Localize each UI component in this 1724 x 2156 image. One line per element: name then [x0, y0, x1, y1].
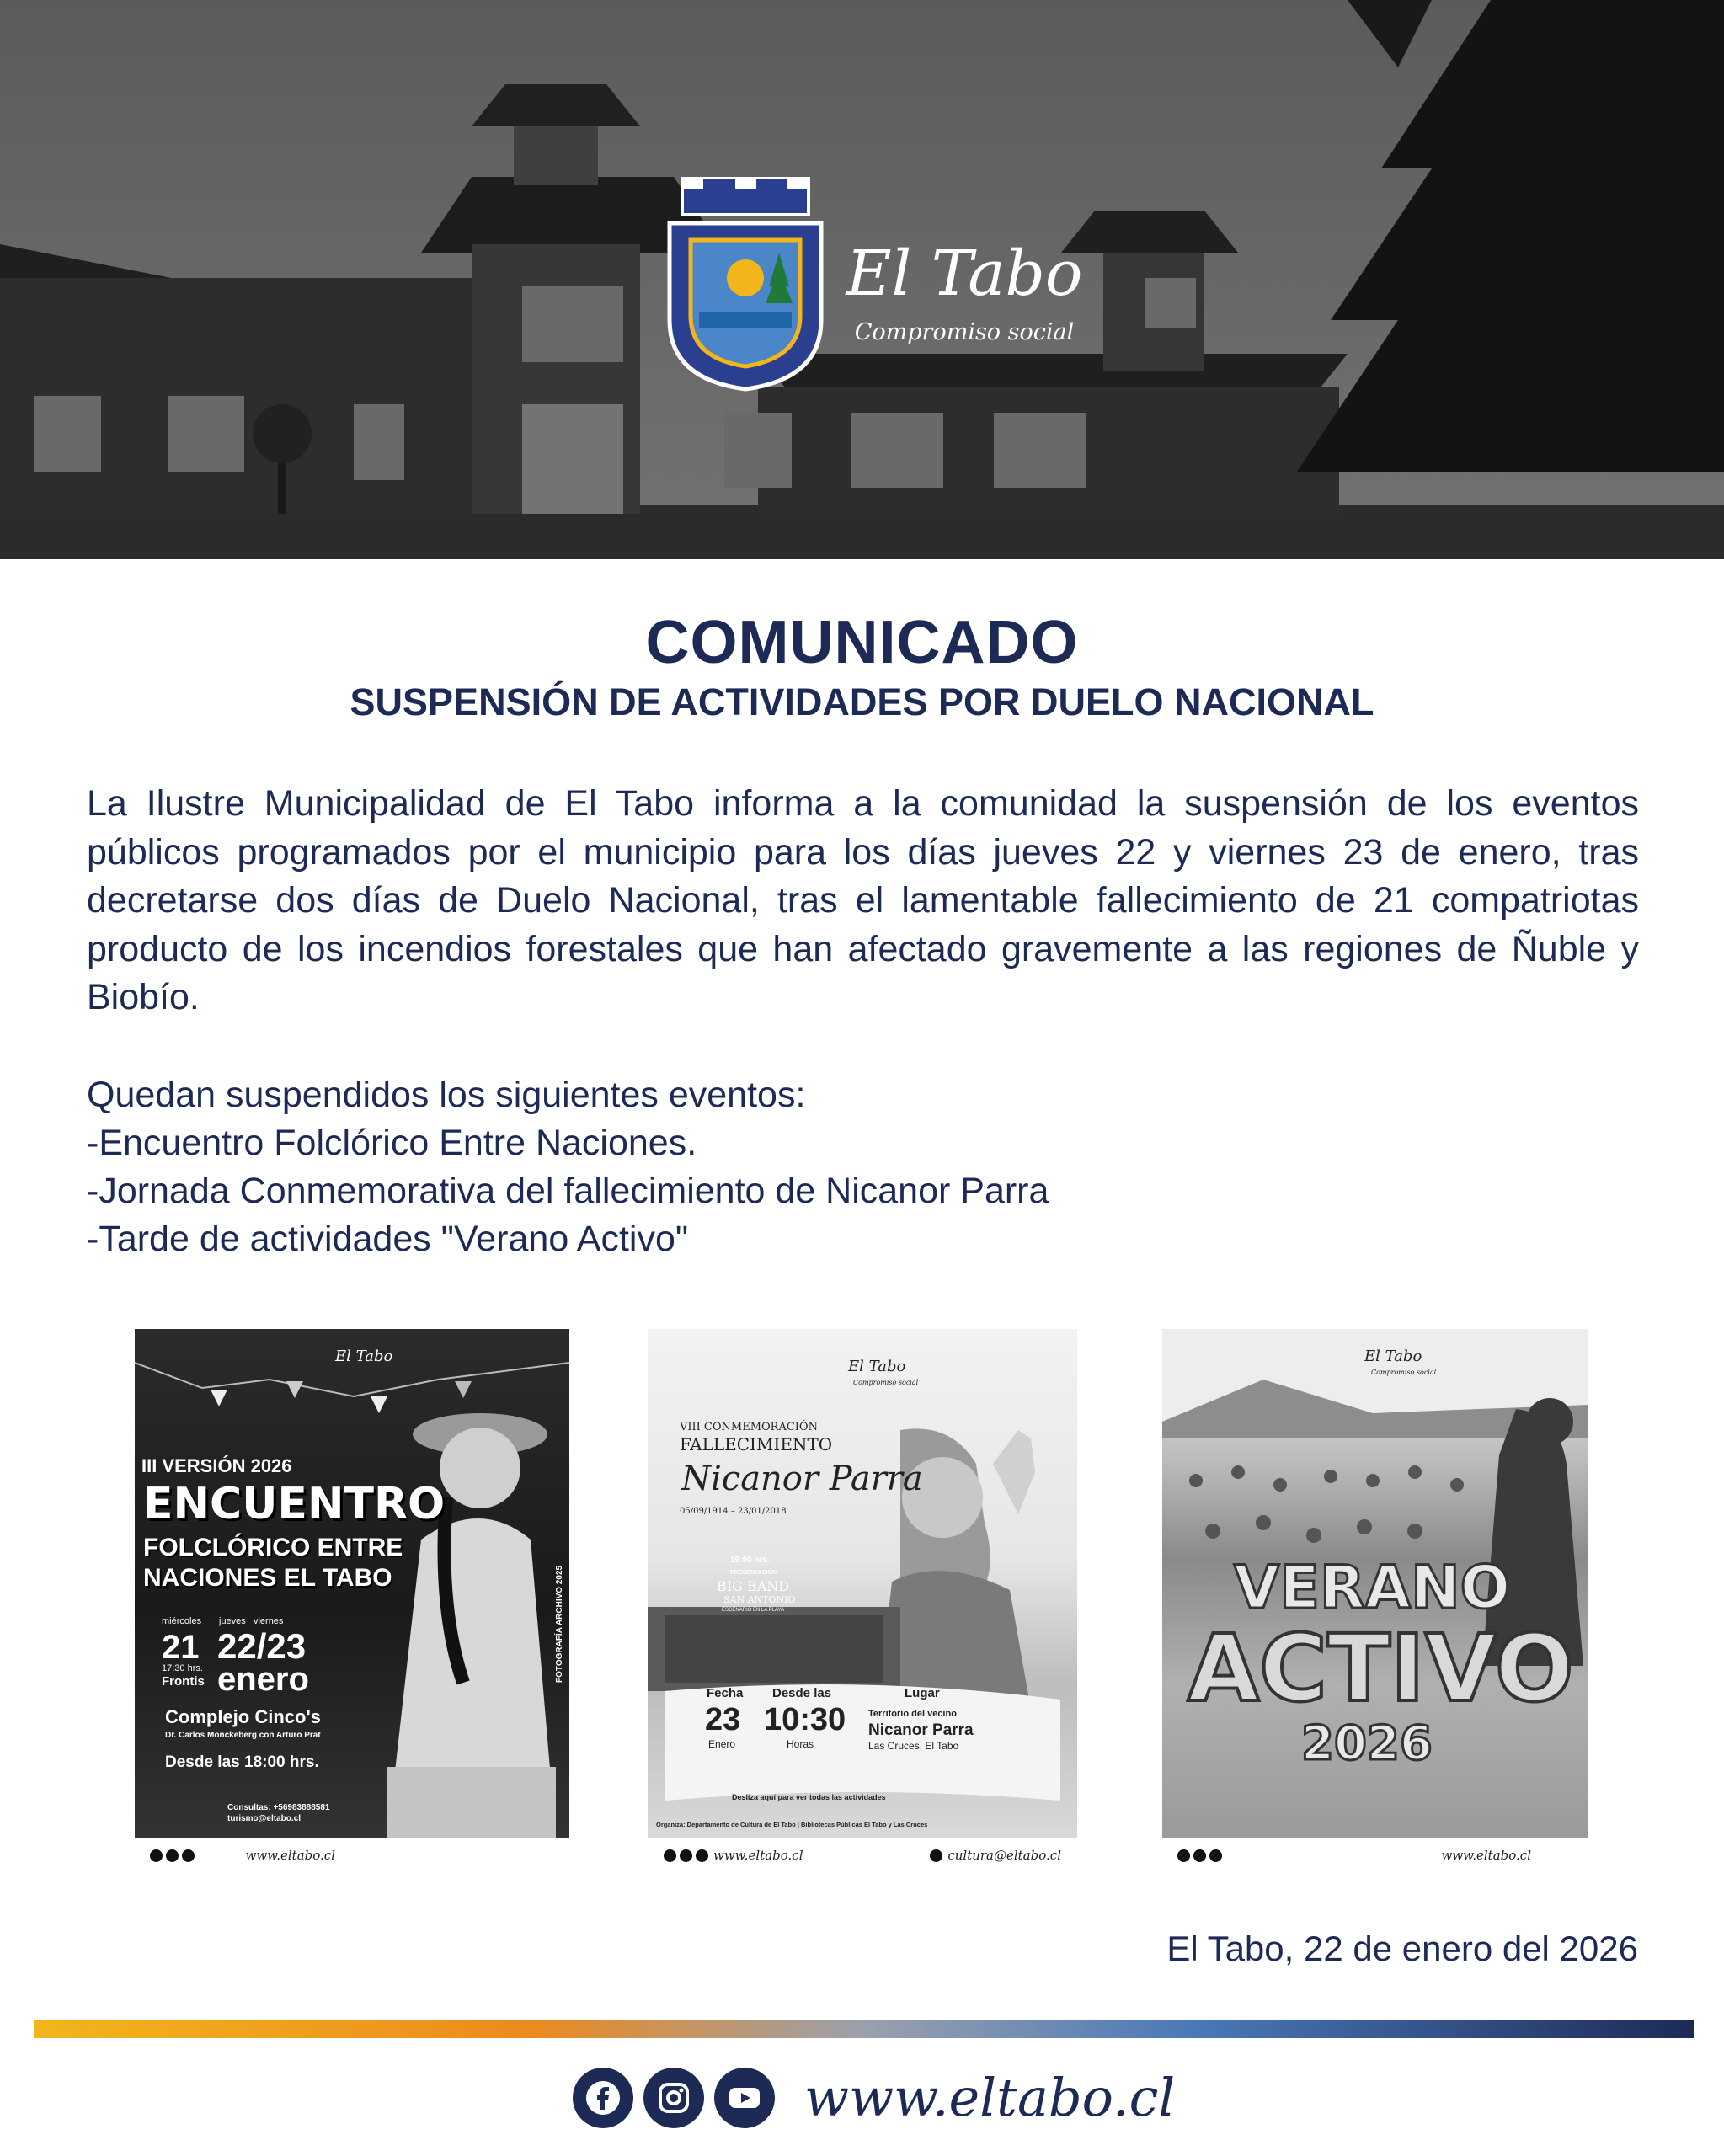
- poster-lugar-2: Nicanor Parra: [868, 1721, 974, 1739]
- list-item: -Jornada Conmemorativa del fallecimiento de Nicanor Parra: [87, 1171, 1049, 1211]
- poster-encuentro-folclorico: [135, 1329, 569, 1872]
- poster-photo-credit: FOTOGRAFÍA ARCHIVO 2025: [555, 1565, 564, 1683]
- poster-brand: El Tabo: [848, 1358, 906, 1375]
- poster-fecha-sub: Enero: [708, 1738, 736, 1750]
- municipal-shield-logo: [661, 177, 830, 392]
- poster-days-label: jueves viernes: [219, 1616, 284, 1626]
- mail-icon: [930, 1849, 942, 1862]
- poster-lugar-label: Lugar: [905, 1686, 940, 1700]
- poster-contact-1: Consultas: +56983888581: [227, 1803, 330, 1812]
- poster-fecha-label: Fecha: [707, 1686, 744, 1700]
- poster-heading: FALLECIMIENTO: [680, 1434, 833, 1454]
- poster-band: BIG BAND: [717, 1578, 790, 1594]
- poster-time: Desde las 18:00 hrs.: [165, 1753, 319, 1771]
- poster-signature: Nicanor Parra: [681, 1460, 923, 1498]
- poster-days: 22/23: [217, 1626, 307, 1666]
- social-icons-mini: [664, 1849, 708, 1862]
- list-item: -Tarde de actividades "Verano Activo": [87, 1219, 689, 1259]
- announcement-body: La Ilustre Municipalidad de El Tabo informa a la comunidad la suspensión de los eventos públicos programados por el municipio para los días jueves 22 y viernes 23 de enero, tras decretarse dos días de Duelo Nacional, tras el lamentable fallecimiento de 21 compatriotas producto de los incendios forestales que han afectado gravemente a las regiones de Ñuble y Biobío.: [87, 783, 1639, 1017]
- poster-url: www.eltabo.cl: [245, 1848, 335, 1863]
- poster-footer: [1162, 1838, 1588, 1872]
- poster-url: www.eltabo.cl: [1441, 1848, 1531, 1863]
- poster-lugar-3: Las Cruces, El Tabo: [868, 1740, 959, 1752]
- poster-contact-2: turismo@eltabo.cl: [227, 1814, 301, 1823]
- poster-fecha: 23: [705, 1702, 741, 1737]
- instagram-icon: [166, 1849, 179, 1862]
- list-intro: Quedan suspendidos los siguientes eventos:: [87, 1075, 806, 1115]
- poster-lugar-1: Territorio del vecino: [868, 1709, 957, 1719]
- poster-address: Dr. Carlos Monckeberg con Arturo Prat: [165, 1731, 321, 1740]
- poster-title-line-2: FOLCLÓRICO ENTRE: [143, 1534, 403, 1561]
- header-photo: [0, 0, 1724, 559]
- poster-show-time: 19:00 hrs.: [730, 1556, 770, 1565]
- page-title: COMUNICADO: [645, 609, 1079, 676]
- poster-brand-tag: Compromiso social: [853, 1379, 919, 1386]
- youtube-icon: [182, 1849, 195, 1862]
- poster-title-line-1: ENCUENTRO: [143, 1479, 446, 1529]
- poster-show-label: PRESENTACIÓN: [730, 1570, 777, 1576]
- facebook-icon: [1177, 1849, 1190, 1862]
- gradient-divider: [34, 2020, 1694, 2038]
- social-links: [573, 2068, 775, 2128]
- social-icons-mini: [1177, 1849, 1222, 1862]
- parra-illustration: [648, 1329, 1077, 1838]
- poster-venue: Complejo Cinco's: [165, 1706, 321, 1727]
- brand-name: El Tabo: [846, 237, 1083, 310]
- suspended-events-list: [87, 1071, 1519, 1263]
- youtube-icon: [1209, 1849, 1222, 1862]
- poster-verano-activo: [1162, 1329, 1588, 1872]
- poster-day1-label: miércoles: [162, 1616, 202, 1626]
- brand-tagline: Compromiso social: [854, 319, 1075, 345]
- instagram-icon[interactable]: [643, 2068, 704, 2128]
- facebook-icon: [150, 1849, 163, 1862]
- poster-month: enero: [217, 1661, 309, 1698]
- poster-url: www.eltabo.cl: [713, 1848, 803, 1863]
- brand-block: [830, 237, 1099, 345]
- list-item: -Encuentro Folclórico Entre Naciones.: [87, 1123, 697, 1163]
- poster-dates: 05/09/1914 – 23/01/2018: [680, 1507, 787, 1516]
- poster-band-2: SAN ANTONIO: [723, 1594, 796, 1605]
- poster-day1-place: Frontis: [162, 1674, 205, 1689]
- poster-year: 2026: [1301, 1716, 1433, 1771]
- poster-hora-label: Desde las: [772, 1686, 832, 1700]
- poster-org: Organiza: Departamento de Cultura de El Tabo | Bibliotecas Públicas El Tabo y Las Cruces: [656, 1821, 928, 1828]
- poster-brand: El Tabo: [335, 1348, 393, 1365]
- poster-title-line-2: ACTIVO: [1188, 1614, 1574, 1722]
- youtube-icon: [696, 1849, 708, 1862]
- poster-footer: [135, 1838, 569, 1872]
- issue-date: El Tabo, 22 de enero del 2026: [1166, 1929, 1638, 1968]
- facebook-icon[interactable]: [573, 2068, 633, 2128]
- instagram-icon: [1193, 1849, 1206, 1862]
- poster-brand: El Tabo: [1364, 1348, 1422, 1365]
- poster-stage: ESCENARIO EN LA PLAYA: [722, 1608, 785, 1613]
- poster-swipe: Desliza aquí para ver todas las actividades: [732, 1793, 886, 1801]
- instagram-icon: [680, 1849, 692, 1862]
- poster-edition: III VERSIÓN 2026: [135, 1454, 299, 1479]
- poster-hora-sub: Horas: [787, 1738, 814, 1750]
- poster-image: [135, 1329, 569, 1838]
- poster-title-line-3: NACIONES EL TABO: [143, 1564, 392, 1592]
- youtube-icon[interactable]: [714, 2068, 775, 2128]
- poster-hora: 10:30: [764, 1702, 846, 1737]
- poster-edition: VIII CONMEMORACIÓN: [680, 1421, 818, 1433]
- poster-conmemoracion-parra: [642, 1329, 1083, 1874]
- poster-title-line-1: VERANO: [1234, 1553, 1511, 1622]
- poster-day1-time: 17:30 hrs.: [162, 1663, 203, 1673]
- poster-brand-tag: Compromiso social: [1371, 1369, 1437, 1376]
- social-icons-mini: [150, 1849, 195, 1862]
- poster-footer: [642, 1838, 1083, 1872]
- poster-day1: 21: [162, 1629, 200, 1666]
- poster-image: [648, 1329, 1077, 1838]
- facebook-icon: [664, 1849, 676, 1862]
- poster-image: [1162, 1329, 1588, 1838]
- page-subtitle: SUSPENSIÓN DE ACTIVIDADES POR DUELO NACIONAL: [350, 680, 1374, 723]
- poster-email: cultura@eltabo.cl: [947, 1848, 1061, 1863]
- website-link[interactable]: www.eltabo.cl: [804, 2067, 1176, 2128]
